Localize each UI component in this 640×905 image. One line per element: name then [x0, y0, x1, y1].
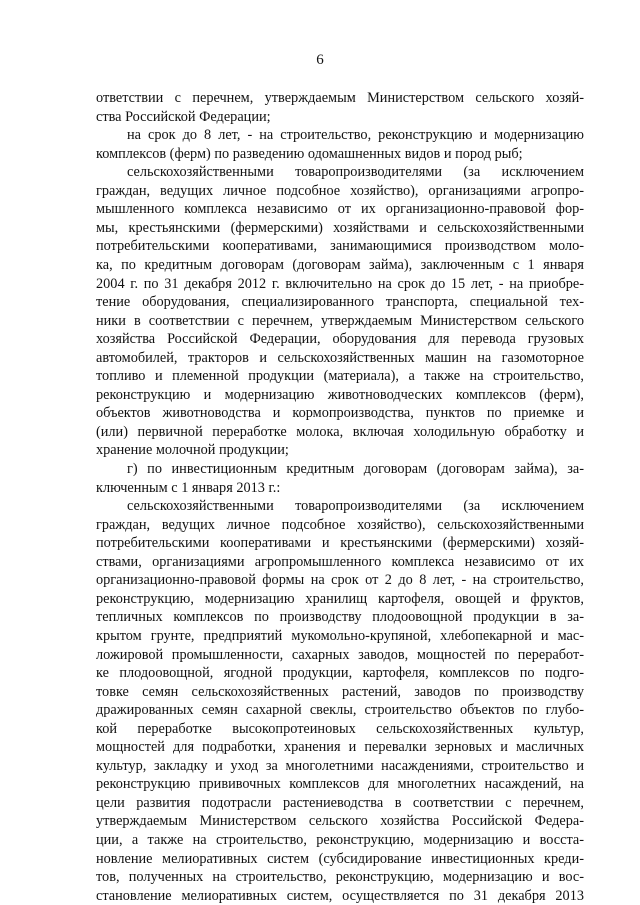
- text-line: ка, по кредитным договорам (договорам займа), заключенным с 1 января: [96, 256, 584, 273]
- text-line: автомобилей, тракторов и сельскохозяйственных машин на газомоторное: [96, 349, 584, 366]
- text-line: сельскохозяйственными товаропроизводителями (за исключением: [127, 498, 584, 515]
- text-line: реконструкцию прививочных комплексов для многолетних насаждений, на: [96, 776, 584, 793]
- text-line: сельскохозяйственными товаропроизводителями (за исключением: [127, 164, 584, 181]
- text-line: потребительскими кооперативами и крестьянскими (фермерскими) хозяй-: [96, 535, 584, 552]
- text-line: организационно-правовой формы на срок от 2 до 8 лет, - на строительство,: [96, 572, 584, 589]
- text-line: мощностей для подработки, хранения и перевалки зерновых и масличных: [96, 739, 584, 756]
- text-line: топливо и племенной продукции (материала), а также на строительство,: [96, 368, 584, 385]
- text-line: культур, закладку и уход за многолетними насаждениями, строительство и: [96, 757, 584, 774]
- text-line: граждан, ведущих личное подсобное хозяйство), организациями агропро-: [96, 182, 584, 199]
- text-line: ства Российской Федерации;: [96, 108, 271, 125]
- text-line: тов, полученных на строительство, реконструкцию, модернизацию и вос-: [96, 869, 584, 886]
- text-line: товке семян сельскохозяйственных растений, заводов по производству: [96, 683, 584, 700]
- text-line: реконструкцию и модернизацию животноводческих комплексов (ферм),: [96, 386, 584, 403]
- text-line: граждан, ведущих личное подсобное хозяйство), сельскохозяйственными: [96, 516, 584, 533]
- text-line: ке плодоовощной, ягодной продукции, картофеля, комплексов по подго-: [96, 665, 584, 682]
- text-line: тепличных комплексов по производству плодоовощной продукции в за-: [96, 609, 584, 626]
- text-line: дражированных семян сахарной свеклы, строительство объектов по глубо-: [96, 702, 584, 719]
- text-line: 2004 г. по 31 декабря 2012 г. включительно на срок до 15 лет, - на приобре-: [96, 275, 584, 292]
- text-line: становление мелиоративных систем, осуществляется по 31 декабря 2013: [96, 887, 584, 904]
- text-line: новление мелиоративных систем (субсидирование инвестиционных креди-: [96, 850, 584, 867]
- text-line: ствами, организациями агропромышленного комплекса независимо от их: [96, 553, 584, 570]
- page-number: 6: [316, 52, 324, 68]
- text-line: хранение молочной продукции;: [96, 442, 289, 459]
- text-line: (или) первичной переработке молока, включая холодильную обработку и: [96, 423, 584, 440]
- text-line: ответствии с перечнем, утверждаемым Министерством сельского хозяй-: [96, 90, 584, 106]
- text-line: тение оборудования, специализированного транспорта, специальной тех-: [96, 294, 584, 311]
- text-line: цели развития подотрасли растениеводства в соответствии с перечнем,: [96, 794, 584, 811]
- text-line: крытом грунте, предприятий мукомольно-крупяной, хлебопекарной и мас-: [96, 627, 584, 644]
- text-line: мы, крестьянскими (фермерскими) хозяйствами и сельскохозяйственными: [96, 219, 584, 236]
- text-line: потребительскими кооперативами, занимающимися производством моло-: [96, 238, 584, 255]
- text-line: на срок до 8 лет, - на строительство, реконструкцию и модернизацию: [127, 127, 584, 144]
- text-line: г) по инвестиционным кредитным договорам (договорам займа), за-: [127, 461, 584, 477]
- text-line: утверждаемым Министерством сельского хозяйства Российской Федера-: [96, 813, 584, 830]
- text-line: мышленного комплекса независимо от их организационно-правовой фор-: [96, 201, 584, 218]
- text-line: ции, а также на строительство, реконструкцию, модернизацию и восста-: [96, 832, 584, 848]
- text-line: ключенным с 1 января 2013 г.:: [96, 479, 281, 496]
- text-line: комплексов (ферм) по разведению одомашненных видов и пород рыб;: [96, 145, 523, 162]
- text-line: ложировой промышленности, сахарных заводов, мощностей по переработ-: [96, 646, 584, 663]
- text-line: объектов животноводства и кормопроизводства, пунктов по приемке и: [96, 405, 584, 422]
- text-line: ники в соответствии с перечнем, утверждаемым Министерством сельского: [96, 312, 584, 329]
- text-line: кой переработке высокопротеиновых сельскохозяйственных культур,: [96, 720, 584, 737]
- text-line: реконструкцию, модернизацию хранилищ картофеля, овощей и фруктов,: [96, 590, 584, 607]
- text-line: хозяйства Российской Федерации, оборудования для перевода грузовых: [96, 331, 584, 348]
